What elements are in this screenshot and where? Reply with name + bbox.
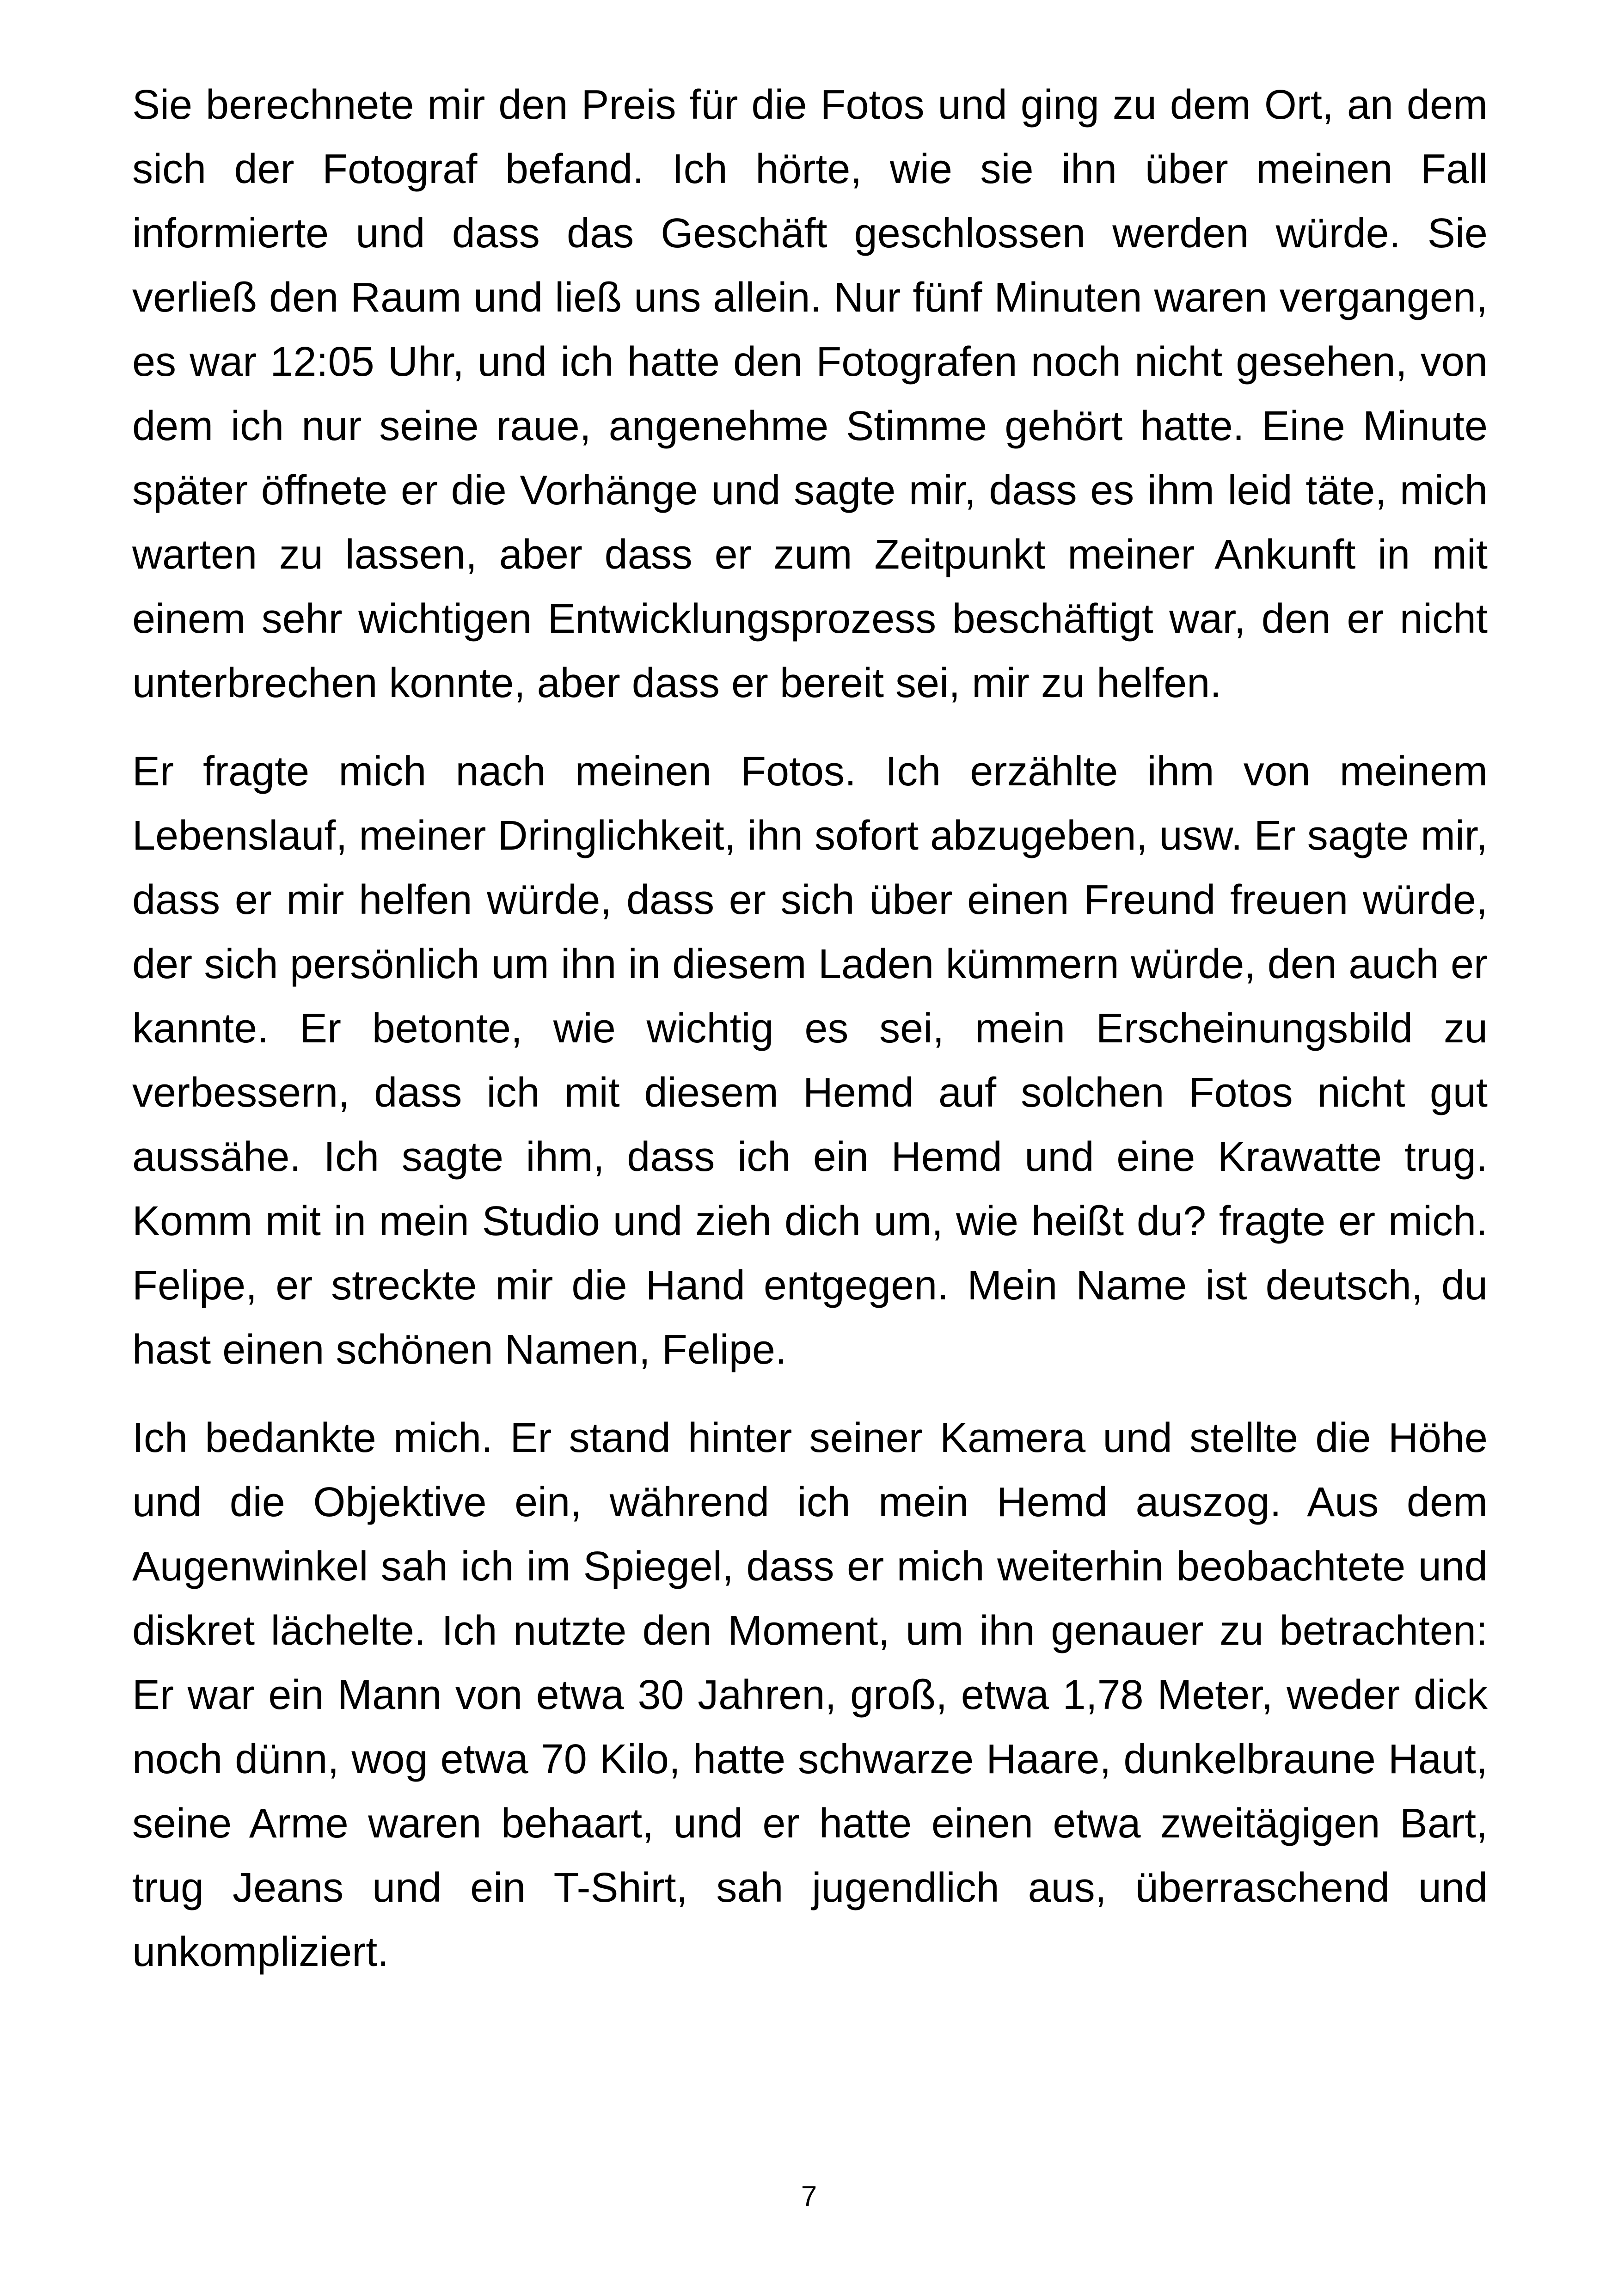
body-text [132, 73, 1488, 2008]
paragraph-3: Ich bedankte mich. Er stand hinter seiner Kamera und stellte die Höhe und die Objektive ein, während ich mein Hemd auszog. Aus dem Augenwinkel sah ich im Spiegel, dass er mich weiterhin beobachtete und diskret lächelte. Ich nutzte den Moment, um ihn genauer zu betrachten: Er war ein Mann von etwa 30 Jahren, groß, etwa 1,78 Meter, weder dick noch dünn, wog etwa 70 Kilo, hatte schwarze Haare, dunkelbraune Haut, seine Arme waren behaart, und er hatte einen etwa zweitägigen Bart, trug Jeans und ein T-Shirt, sah jugendlich aus, überraschend und unkompliziert. [132, 1415, 1488, 1975]
paragraph-2: Er fragte mich nach meinen Fotos. Ich erzählte ihm von meinem Lebenslauf, meiner Dringlichkeit, ihn sofort abzugeben, usw. Er sagte mir, dass er mir helfen würde, dass er sich über einen Freund freuen würde, der sich persönlich um ihn in diesem Laden kümmern würde, den auch er kannte. Er betonte, wie wichtig es sei, mein Erscheinungsbild zu verbessern, dass ich mit diesem Hemd auf solchen Fotos nicht gut aussähe. Ich sagte ihm, dass ich ein Hemd und eine Krawatte trug. Komm mit in mein Studio und zieh dich um, wie heißt du? fragte er mich. Felipe, er streckte mir die Hand entgegen. Mein Name ist deutsch, du hast einen schönen Namen, Felipe. [132, 748, 1488, 1373]
paragraph-1: Sie berechnete mir den Preis für die Fotos und ging zu dem Ort, an dem sich der Fotograf befand. Ich hörte, wie sie ihn über meinen Fall informierte und dass das Geschäft geschlossen werden würde. Sie verließ den Raum und ließ uns allein. Nur fünf Minuten waren vergangen, es war 12:05 Uhr, und ich hatte den Fotografen noch nicht gesehen, von dem ich nur seine raue, angenehme Stimme gehört hatte. Eine Minute später öffnete er die Vorhänge und sagte mir, dass es ihm leid täte, mich warten zu lassen, aber dass er zum Zeitpunkt meiner Ankunft in mit einem sehr wichtigen Entwicklungsprozess beschäftigt war, den er nicht unterbrechen konnte, aber dass er bereit sei, mir zu helfen. [132, 82, 1488, 706]
page-number: 7 [801, 2180, 817, 2212]
